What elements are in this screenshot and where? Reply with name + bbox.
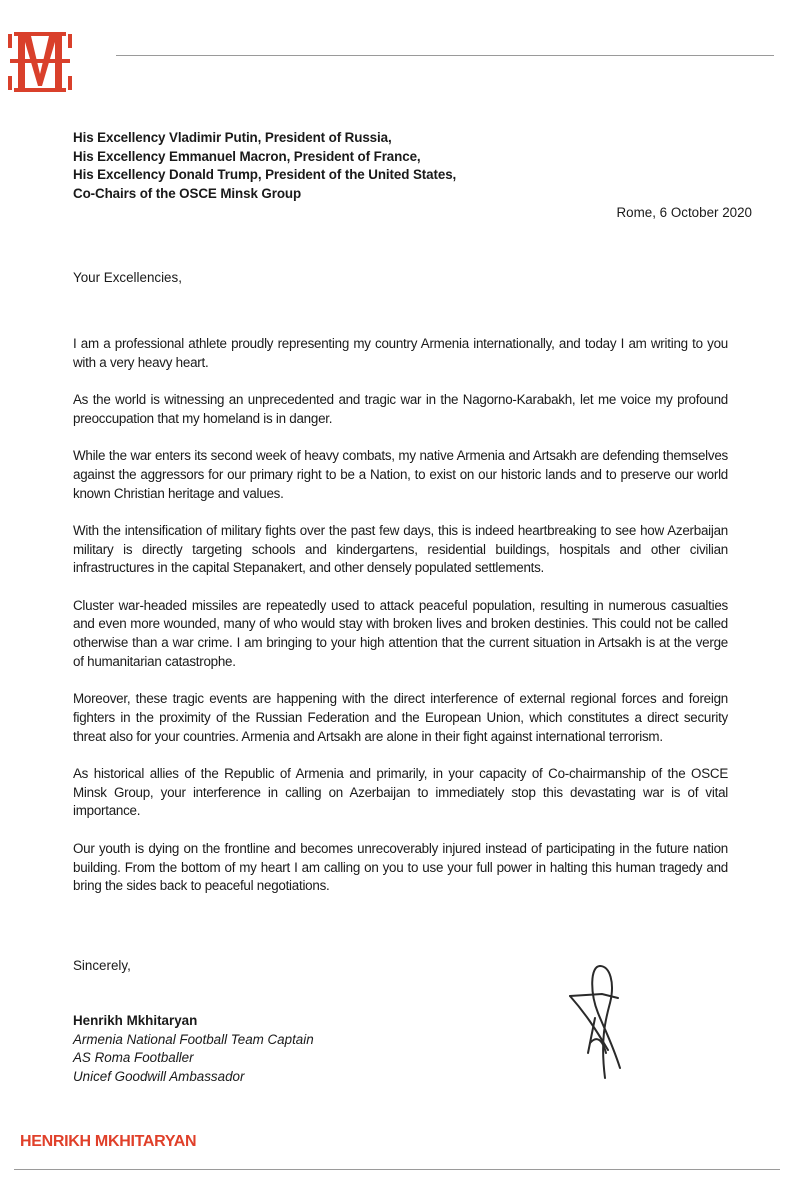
paragraph: As the world is witnessing an unprecedented and tragic war in the Nagorno-Karabakh, let me voice my profound preoccupation that my homeland is in danger. <box>73 392 728 426</box>
paragraph: With the intensification of military fights over the past few days, this is indeed heartbreaking to see how Azerbaijan military is directly targeting schools and kindergartens, residential buildings, hospitals and other civilian infrastructures in the capital Stepanakert, and other densely populated settlements. <box>73 522 728 576</box>
paragraph: Cluster war-headed missiles are repeatedly used to attack peaceful population, resulting in numerous casualties and even more wounded, many of who would stay with broken lives and broken destinies. This could not be called otherwise than a war crime. I am bringing to your high attention that the current situation in Artsakh is at the verge of humanitarian catastrophe. <box>73 597 728 669</box>
paragraph: While the war enters its second week of heavy combats, my native Armenia and Artsakh are defending themselves against the aggressors for our primary right to be a Nation, to exist on our historic lands and to preserve our world known Christian heritage and values. <box>73 448 728 501</box>
letter-body <box>73 335 728 915</box>
paragraph: Moreover, these tragic events are happening with the direct interference of external regional forces and foreign fighters in the proximity of the Russian Federation and the European Union, which constitutes a direct security threat also for your countries. Armenia and Artsakh are alone in their fight against international terrorism. <box>73 691 728 744</box>
header-divider <box>116 55 774 56</box>
footer-name: HENRIKH MKHITARYAN <box>20 1133 197 1150</box>
addressee-block <box>73 129 456 204</box>
paragraph: Our youth is dying on the frontline and becomes unrecoverably injured instead of participating in the future nation building. From the bottom of my heart I am calling on you to use your full power in halting this human tragedy and bring the sides back to peaceful negotiations. <box>73 840 728 894</box>
paragraph: I am a professional athlete proudly representing my country Armenia internationally, and today I am writing to you with a very heavy heart. <box>73 336 728 370</box>
salutation: Your Excellencies, <box>73 270 182 285</box>
date-line: Rome, 6 October 2020 <box>616 205 752 220</box>
signatory-name: Henrikh Mkhitaryan <box>73 1013 198 1028</box>
signature-block <box>73 1012 314 1087</box>
footer-divider <box>14 1169 780 1170</box>
addressee-line: His Excellency Emmanuel Macron, President of France, <box>73 148 421 164</box>
closing: Sincerely, <box>73 958 131 973</box>
handwritten-signature-icon <box>560 958 640 1083</box>
signatory-role: Unicef Goodwill Ambassador <box>73 1069 245 1085</box>
addressee-line: Co-Chairs of the OSCE Minsk Group <box>73 186 302 202</box>
signatory-role: Armenia National Football Team Captain <box>73 1031 314 1047</box>
addressee-line: His Excellency Donald Trump, President of the United States, <box>73 167 457 183</box>
hm-monogram-icon <box>8 26 72 98</box>
signatory-role: AS Roma Footballer <box>73 1050 194 1066</box>
addressee-line: His Excellency Vladimir Putin, President of Russia, <box>73 130 392 145</box>
paragraph: As historical allies of the Republic of Armenia and primarily, in your capacity of Co-chairmanship of the OSCE Minsk Group, your interference in calling on Azerbaijan to immediately stop this devastating war is of vital importance. <box>73 766 728 819</box>
